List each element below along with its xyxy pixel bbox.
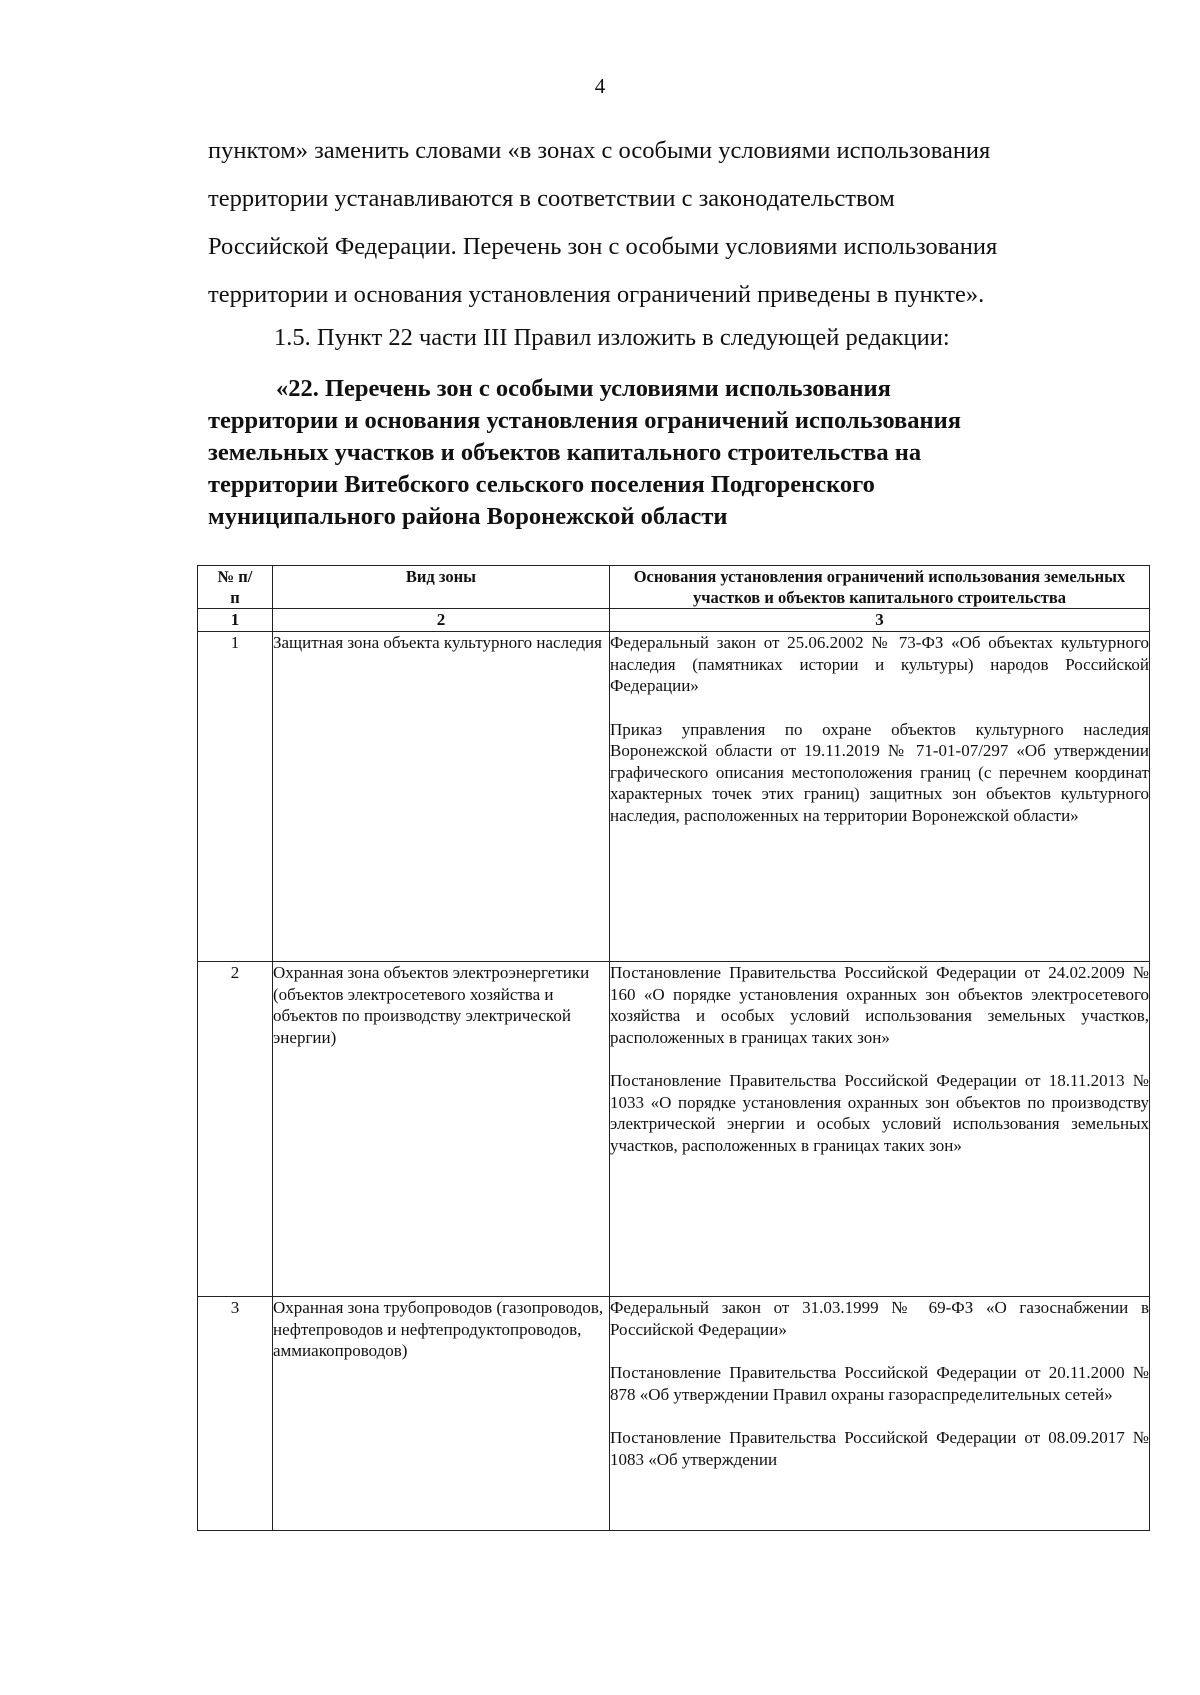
heading-line: территории Витебского сельского поселения Подгоренского: [208, 471, 875, 498]
zones-table: [197, 565, 1150, 1531]
heading-line: муниципального района Воронежской области: [208, 503, 728, 530]
zone-type: Охранная зона трубопроводов (газопроводов, нефтепроводов и нефтепродуктопроводов, аммиакопроводов): [273, 1297, 610, 1531]
table-row: [198, 962, 1150, 1297]
basis-document: Постановление Правительства Российской Федерации от 08.09.2017 № 1083 «Об утверждении: [610, 1428, 1149, 1469]
row-number: 2: [198, 962, 273, 1297]
page-number: 4: [594, 74, 606, 98]
heading-line: территории и основания установления ограничений использования: [208, 407, 961, 434]
legal-basis: [610, 632, 1150, 962]
table-row: [198, 1297, 1150, 1531]
intro-line: территории и основания установления ограничений приведены в пункте».: [208, 281, 985, 308]
header-basis: Основания установления ограничений использования земельных участков и объектов капитального строительства: [610, 566, 1150, 609]
heading-line: земельных участков и объектов капитального строительства на: [208, 439, 922, 466]
section-heading: [208, 373, 1146, 533]
legal-basis: [610, 962, 1150, 1297]
zone-type: Охранная зона объектов электроэнергетики (объектов электросетевого хозяйства и объектов по производству электрической энергии): [273, 962, 610, 1297]
intro-line: территории устанавливаются в соответствии с законодательством: [208, 185, 895, 212]
table-row: [198, 632, 1150, 962]
basis-document: Постановление Правительства Российской Федерации от 18.11.2013 № 1033 «О порядке установления охранных зон объектов по производству электрической энергии и особых условий использования земельных участков, расположенных в границах таких зон»: [610, 1071, 1149, 1155]
zone-type: Защитная зона объекта культурного наследия: [273, 632, 610, 962]
header-zone-type: Вид зоны: [273, 566, 610, 609]
column-number: 2: [273, 609, 610, 632]
row-number: 3: [198, 1297, 273, 1531]
row-number: 1: [198, 632, 273, 962]
legal-basis: [610, 1297, 1150, 1531]
intro-line: пунктом» заменить словами «в зонах с особыми условиями использования: [208, 137, 991, 164]
basis-document: Постановление Правительства Российской Федерации от 20.11.2000 № 878 «Об утверждении Правил охраны газораспределительных сетей»: [610, 1363, 1149, 1404]
basis-document: Федеральный закон от 31.03.1999 № 69-ФЗ «О газоснабжении в Российской Федерации»: [610, 1298, 1149, 1339]
basis-document: Постановление Правительства Российской Федерации от 24.02.2009 № 160 «О порядке установления охранных зон объектов электросетевого хозяйства и особых условий использования земельных участков, расположенных в границах таких зон»: [610, 963, 1149, 1047]
intro-line: Российской Федерации. Перечень зон с особыми условиями использования: [208, 233, 998, 260]
column-number: 3: [610, 609, 1150, 632]
table-header-row: [198, 566, 1150, 609]
header-number: № п/п: [198, 566, 273, 609]
basis-document: Федеральный закон от 25.06.2002 № 73-ФЗ «Об объектах культурного наследия (памятниках истории и культуры) народов Российской Федерации»: [610, 633, 1149, 695]
amendment-item: 1.5. Пункт 22 части III Правил изложить в следующей редакции:: [274, 324, 950, 351]
heading-line: «22. Перечень зон с особыми условиями использования: [276, 375, 891, 402]
column-number: 1: [198, 609, 273, 632]
column-number-row: [198, 609, 1150, 632]
basis-document: Приказ управления по охране объектов культурного наследия Воронежской области от 19.11.2019 № 71-01-07/297 «Об утверждении графического описания местоположения границ (с перечнем координат характерных точек этих границ) защитных зон объектов культурного наследия, расположенных на территории Воронежской области»: [610, 719, 1149, 825]
